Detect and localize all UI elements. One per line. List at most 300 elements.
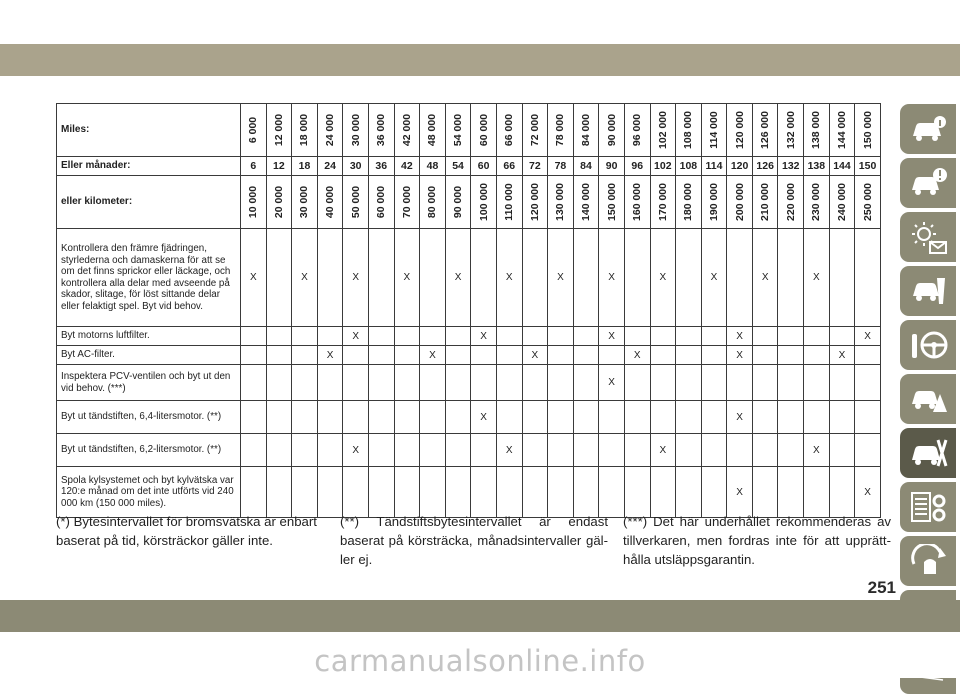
miles-header-cell bbox=[624, 104, 650, 157]
schedule-cell bbox=[317, 434, 343, 467]
footnote-brake-fluid: (*) Bytesintervallet för bromsvätska är enbart baserat på tid, körsträckor gäller inte. bbox=[56, 514, 317, 548]
km-header-cell bbox=[573, 176, 599, 229]
miles-header-cell-text: 132 000 bbox=[784, 111, 797, 149]
schedule-cell bbox=[394, 365, 420, 401]
km-header-cell-text: 200 000 bbox=[733, 183, 746, 221]
months-header-cell: 30 bbox=[343, 157, 369, 176]
miles-header-cell bbox=[420, 104, 446, 157]
schedule-cell bbox=[266, 401, 292, 434]
schedule-cell bbox=[829, 365, 855, 401]
schedule-cell bbox=[522, 327, 548, 346]
schedule-cell: X bbox=[701, 229, 727, 327]
schedule-cell bbox=[420, 327, 446, 346]
miles-header-cell-text: 108 000 bbox=[682, 111, 695, 149]
schedule-cell bbox=[368, 229, 394, 327]
miles-header-cell bbox=[650, 104, 676, 157]
schedule-cell bbox=[266, 346, 292, 365]
schedule-cell: X bbox=[727, 401, 753, 434]
car-wrench-icon bbox=[910, 436, 948, 470]
schedule-cell bbox=[727, 229, 753, 327]
miles-header-cell bbox=[778, 104, 804, 157]
miles-header-cell bbox=[522, 104, 548, 157]
months-header-cell: 24 bbox=[317, 157, 343, 176]
km-header-row bbox=[57, 176, 881, 229]
km-header-cell-text: 210 000 bbox=[759, 183, 772, 221]
schedule-cell bbox=[804, 346, 830, 365]
schedule-cell bbox=[368, 434, 394, 467]
schedule-cell bbox=[522, 365, 548, 401]
schedule-cell bbox=[676, 401, 702, 434]
schedule-cell: X bbox=[343, 327, 369, 346]
table-row bbox=[57, 467, 881, 518]
miles-header-cell bbox=[292, 104, 318, 157]
km-header-cell-text: 140 000 bbox=[580, 183, 593, 221]
miles-header-cell bbox=[701, 104, 727, 157]
schedule-cell bbox=[624, 467, 650, 518]
tab-car-alert[interactable] bbox=[900, 158, 956, 208]
schedule-cell: X bbox=[496, 434, 522, 467]
task-label: Byt motorns luftfilter. bbox=[57, 327, 241, 346]
settings-list-icon bbox=[910, 490, 948, 524]
schedule-cell bbox=[420, 467, 446, 518]
schedule-cell: X bbox=[343, 434, 369, 467]
schedule-cell bbox=[496, 467, 522, 518]
schedule-cell bbox=[241, 401, 267, 434]
schedule-cell bbox=[752, 346, 778, 365]
km-header-cell bbox=[420, 176, 446, 229]
schedule-cell bbox=[727, 365, 753, 401]
months-header-cell: 132 bbox=[778, 157, 804, 176]
months-header-cell: 150 bbox=[855, 157, 881, 176]
km-header-cell bbox=[778, 176, 804, 229]
schedule-cell bbox=[778, 327, 804, 346]
schedule-cell bbox=[778, 365, 804, 401]
months-header-cell: 66 bbox=[496, 157, 522, 176]
schedule-cell bbox=[420, 401, 446, 434]
miles-header-cell-text: 126 000 bbox=[759, 111, 772, 149]
task-label: Byt ut tändstiften, 6,4-litersmotor. (**) bbox=[57, 401, 241, 434]
km-header-cell-text: 110 000 bbox=[503, 183, 516, 221]
schedule-cell bbox=[292, 401, 318, 434]
months-header-cell: 108 bbox=[676, 157, 702, 176]
km-header-cell-text: 70 000 bbox=[400, 185, 413, 219]
schedule-cell bbox=[394, 467, 420, 518]
schedule-cell: X bbox=[471, 401, 497, 434]
schedule-cell bbox=[829, 229, 855, 327]
km-header-cell-text: 180 000 bbox=[682, 183, 695, 221]
schedule-cell bbox=[292, 434, 318, 467]
miles-header-cell-text: 84 000 bbox=[580, 113, 593, 147]
miles-header-cell-text: 42 000 bbox=[400, 113, 413, 147]
months-header-cell: 18 bbox=[292, 157, 318, 176]
miles-header-cell-text: 102 000 bbox=[656, 111, 669, 149]
schedule-cell bbox=[522, 401, 548, 434]
miles-header-cell-text: 24 000 bbox=[324, 113, 337, 147]
km-header-cell-text: 230 000 bbox=[810, 183, 823, 221]
schedule-cell bbox=[855, 434, 881, 467]
km-header-cell-text: 90 000 bbox=[452, 185, 465, 219]
bottom-footer-band bbox=[0, 600, 960, 632]
footnote-spark-plugs: (**) Tändstiftsbytesintervallet är endast baserat på körsträcka, månadsintervaller gäller ej. bbox=[340, 514, 608, 567]
miles-header-cell-text: 138 000 bbox=[810, 111, 823, 149]
schedule-cell bbox=[701, 346, 727, 365]
schedule-cell bbox=[343, 346, 369, 365]
schedule-cell bbox=[701, 365, 727, 401]
miles-header-cell bbox=[804, 104, 830, 157]
km-header-cell-text: 60 000 bbox=[375, 185, 388, 219]
schedule-cell bbox=[676, 346, 702, 365]
schedule-cell: X bbox=[727, 346, 753, 365]
schedule-cell bbox=[471, 467, 497, 518]
schedule-cell bbox=[241, 327, 267, 346]
km-header-cell bbox=[266, 176, 292, 229]
schedule-cell bbox=[496, 346, 522, 365]
schedule-cell bbox=[624, 229, 650, 327]
schedule-cell bbox=[624, 401, 650, 434]
miles-header-cell bbox=[241, 104, 267, 157]
miles-header-cell-text: 36 000 bbox=[375, 113, 388, 147]
schedule-cell bbox=[624, 434, 650, 467]
miles-header-cell bbox=[573, 104, 599, 157]
schedule-cell: X bbox=[394, 229, 420, 327]
km-header-cell bbox=[548, 176, 574, 229]
schedule-cell bbox=[445, 434, 471, 467]
schedule-cell bbox=[241, 467, 267, 518]
schedule-cell bbox=[496, 401, 522, 434]
km-header-cell bbox=[471, 176, 497, 229]
table-row bbox=[57, 346, 881, 365]
km-header-cell bbox=[804, 176, 830, 229]
miles-header-cell-text: 120 000 bbox=[733, 111, 746, 149]
schedule-cell bbox=[701, 401, 727, 434]
task-label: Spola kylsystemet och byt kylvätska var 120:e månad om det inte utförts vid 240 000 km (150 000 miles). bbox=[57, 467, 241, 518]
schedule-cell bbox=[752, 401, 778, 434]
schedule-cell bbox=[599, 346, 625, 365]
months-header-cell: 120 bbox=[727, 157, 753, 176]
schedule-cell bbox=[241, 434, 267, 467]
schedule-cell bbox=[573, 365, 599, 401]
schedule-cell bbox=[343, 467, 369, 518]
schedule-cell bbox=[829, 434, 855, 467]
schedule-cell bbox=[394, 327, 420, 346]
schedule-cell: X bbox=[650, 229, 676, 327]
schedule-cell bbox=[829, 467, 855, 518]
schedule-cell bbox=[266, 467, 292, 518]
schedule-cell bbox=[650, 346, 676, 365]
schedule-cell bbox=[292, 365, 318, 401]
schedule-cell bbox=[676, 434, 702, 467]
schedule-cell bbox=[752, 327, 778, 346]
schedule-cell bbox=[317, 365, 343, 401]
miles-header-cell bbox=[676, 104, 702, 157]
schedule-cell bbox=[624, 327, 650, 346]
task-label: Kontrollera den främre fjädringen, styrlederna och damaskerna för att se om det finns sprickor eller läckage, och kontrollera alla delar med avseende på skador, slitage, för löst sittande delar eller felaktigt spel. Byt vid behov. bbox=[57, 229, 241, 327]
km-header-cell bbox=[317, 176, 343, 229]
km-header-cell bbox=[368, 176, 394, 229]
schedule-cell bbox=[368, 365, 394, 401]
miles-header-cell-text: 72 000 bbox=[528, 113, 541, 147]
months-header-cell: 48 bbox=[420, 157, 446, 176]
miles-header-cell-text: 54 000 bbox=[452, 113, 465, 147]
miles-header-cell-text: 144 000 bbox=[835, 111, 848, 149]
warning-lights-icon bbox=[910, 220, 948, 254]
schedule-cell bbox=[343, 365, 369, 401]
miles-header-cell bbox=[266, 104, 292, 157]
schedule-cell bbox=[522, 434, 548, 467]
schedule-cell: X bbox=[855, 327, 881, 346]
miles-header-row bbox=[57, 104, 881, 157]
km-header-cell bbox=[676, 176, 702, 229]
schedule-cell bbox=[471, 365, 497, 401]
schedule-cell bbox=[573, 401, 599, 434]
schedule-cell bbox=[394, 434, 420, 467]
km-header-cell-text: 20 000 bbox=[272, 185, 285, 219]
schedule-cell bbox=[548, 346, 574, 365]
km-header-cell-text: 190 000 bbox=[707, 183, 720, 221]
car-alert-icon bbox=[910, 166, 948, 200]
schedule-cell bbox=[573, 346, 599, 365]
schedule-cell bbox=[855, 229, 881, 327]
page-number: 251 bbox=[867, 578, 896, 597]
months-header-cell: 36 bbox=[368, 157, 394, 176]
schedule-cell bbox=[292, 467, 318, 518]
schedule-cell: X bbox=[343, 229, 369, 327]
schedule-cell: X bbox=[420, 346, 446, 365]
schedule-cell bbox=[292, 327, 318, 346]
schedule-cell bbox=[804, 467, 830, 518]
schedule-cell bbox=[599, 434, 625, 467]
months-header-cell: 42 bbox=[394, 157, 420, 176]
schedule-cell bbox=[548, 401, 574, 434]
months-header-cell: 144 bbox=[829, 157, 855, 176]
schedule-cell: X bbox=[599, 327, 625, 346]
km-header-cell bbox=[701, 176, 727, 229]
months-header-cell: 114 bbox=[701, 157, 727, 176]
schedule-cell bbox=[752, 434, 778, 467]
km-header-cell bbox=[727, 176, 753, 229]
schedule-cell: X bbox=[855, 467, 881, 518]
schedule-cell: X bbox=[752, 229, 778, 327]
months-label: Eller månader: bbox=[57, 157, 241, 176]
table-row bbox=[57, 401, 881, 434]
km-header-cell bbox=[292, 176, 318, 229]
schedule-cell: X bbox=[445, 229, 471, 327]
schedule-cell bbox=[445, 467, 471, 518]
schedule-cell bbox=[752, 365, 778, 401]
km-header-cell bbox=[445, 176, 471, 229]
schedule-cell bbox=[727, 434, 753, 467]
months-header-cell: 12 bbox=[266, 157, 292, 176]
schedule-cell: X bbox=[727, 327, 753, 346]
table-row bbox=[57, 229, 881, 327]
schedule-cell bbox=[573, 434, 599, 467]
schedule-cell bbox=[573, 229, 599, 327]
km-label: eller kilometer: bbox=[57, 176, 241, 229]
schedule-cell bbox=[804, 401, 830, 434]
miles-header-cell bbox=[548, 104, 574, 157]
months-header-cell: 6 bbox=[241, 157, 267, 176]
schedule-cell bbox=[548, 365, 574, 401]
tab-warning-lights[interactable] bbox=[900, 212, 956, 262]
km-header-cell-text: 170 000 bbox=[656, 183, 669, 221]
schedule-cell bbox=[650, 327, 676, 346]
km-header-cell-text: 40 000 bbox=[324, 185, 337, 219]
months-header-cell: 72 bbox=[522, 157, 548, 176]
schedule-cell: X bbox=[522, 346, 548, 365]
schedule-cell: X bbox=[650, 434, 676, 467]
tab-car-info[interactable] bbox=[900, 104, 956, 154]
schedule-cell bbox=[241, 365, 267, 401]
miles-header-cell-text: 60 000 bbox=[477, 113, 490, 147]
schedule-cell bbox=[573, 327, 599, 346]
tab-maintenance[interactable] bbox=[900, 428, 956, 478]
miles-header-cell-text: 90 000 bbox=[605, 113, 618, 147]
schedule-cell bbox=[599, 467, 625, 518]
table-row bbox=[57, 434, 881, 467]
miles-header-cell-text: 114 000 bbox=[707, 111, 720, 149]
schedule-cell bbox=[317, 229, 343, 327]
tab-car-warning[interactable] bbox=[900, 374, 956, 424]
schedule-cell bbox=[394, 346, 420, 365]
schedule-cell bbox=[650, 401, 676, 434]
schedule-cell bbox=[266, 229, 292, 327]
miles-header-cell bbox=[471, 104, 497, 157]
schedule-cell bbox=[548, 327, 574, 346]
km-header-cell bbox=[241, 176, 267, 229]
tab-navigation[interactable] bbox=[900, 536, 956, 586]
schedule-cell bbox=[266, 365, 292, 401]
tab-settings[interactable] bbox=[900, 482, 956, 532]
schedule-cell: X bbox=[241, 229, 267, 327]
km-header-cell bbox=[522, 176, 548, 229]
schedule-cell bbox=[496, 365, 522, 401]
schedule-cell bbox=[778, 467, 804, 518]
footnote-pcv: (***) Det här underhållet rekommenderas av tillverkaren, men fordras inte för att upprätthålla utsläppsgarantin. bbox=[623, 514, 891, 567]
watermark-text: carmanualsonline.info bbox=[314, 644, 646, 678]
schedule-cell: X bbox=[804, 229, 830, 327]
schedule-cell bbox=[573, 467, 599, 518]
schedule-cell bbox=[624, 365, 650, 401]
miles-header-cell bbox=[317, 104, 343, 157]
navigation-icon bbox=[910, 544, 948, 578]
months-header-cell: 126 bbox=[752, 157, 778, 176]
miles-header-cell-text: 18 000 bbox=[298, 113, 311, 147]
schedule-cell: X bbox=[496, 229, 522, 327]
schedule-cell bbox=[676, 229, 702, 327]
schedule-cell: X bbox=[471, 327, 497, 346]
schedule-cell: X bbox=[599, 229, 625, 327]
tab-steering[interactable] bbox=[900, 320, 956, 370]
km-header-cell bbox=[650, 176, 676, 229]
schedule-cell bbox=[241, 346, 267, 365]
km-header-cell-text: 250 000 bbox=[861, 183, 874, 221]
schedule-cell bbox=[420, 365, 446, 401]
schedule-cell bbox=[394, 401, 420, 434]
schedule-cell bbox=[471, 346, 497, 365]
tab-emergency[interactable] bbox=[900, 266, 956, 316]
schedule-cell bbox=[496, 327, 522, 346]
schedule-cell bbox=[368, 467, 394, 518]
miles-header-cell-text: 6 000 bbox=[247, 116, 260, 144]
km-header-cell-text: 10 000 bbox=[247, 185, 260, 219]
schedule-cell bbox=[599, 401, 625, 434]
months-header-cell: 60 bbox=[471, 157, 497, 176]
schedule-cell bbox=[368, 401, 394, 434]
schedule-cell: X bbox=[599, 365, 625, 401]
schedule-cell bbox=[829, 401, 855, 434]
km-header-cell-text: 50 000 bbox=[349, 185, 362, 219]
months-header-cell: 102 bbox=[650, 157, 676, 176]
km-header-cell bbox=[752, 176, 778, 229]
schedule-cell: X bbox=[624, 346, 650, 365]
schedule-cell bbox=[471, 434, 497, 467]
months-header-cell: 90 bbox=[599, 157, 625, 176]
schedule-cell bbox=[804, 327, 830, 346]
km-header-cell bbox=[855, 176, 881, 229]
km-header-cell bbox=[829, 176, 855, 229]
miles-header-cell-text: 12 000 bbox=[272, 113, 285, 147]
table-row bbox=[57, 327, 881, 346]
schedule-cell bbox=[855, 346, 881, 365]
miles-header-cell bbox=[829, 104, 855, 157]
miles-header-cell bbox=[394, 104, 420, 157]
miles-header-cell-text: 78 000 bbox=[554, 113, 567, 147]
months-header-cell: 78 bbox=[548, 157, 574, 176]
km-header-cell-text: 130 000 bbox=[554, 183, 567, 221]
car-info-icon bbox=[910, 112, 948, 146]
schedule-cell bbox=[317, 401, 343, 434]
schedule-cell bbox=[368, 327, 394, 346]
schedule-cell bbox=[317, 327, 343, 346]
schedule-cell bbox=[548, 434, 574, 467]
schedule-cell bbox=[343, 401, 369, 434]
schedule-cell bbox=[292, 346, 318, 365]
km-header-cell bbox=[343, 176, 369, 229]
schedule-cell bbox=[522, 229, 548, 327]
miles-header-cell bbox=[368, 104, 394, 157]
schedule-cell bbox=[650, 467, 676, 518]
km-header-cell-text: 100 000 bbox=[477, 183, 490, 221]
km-header-cell-text: 120 000 bbox=[528, 183, 541, 221]
table-row bbox=[57, 365, 881, 401]
task-label: Inspektera PCV-ventilen och byt ut den vid behov. (***) bbox=[57, 365, 241, 401]
months-header-cell: 138 bbox=[804, 157, 830, 176]
km-header-cell-text: 220 000 bbox=[784, 183, 797, 221]
emergency-icon bbox=[910, 274, 948, 308]
schedule-cell bbox=[855, 401, 881, 434]
miles-header-cell bbox=[599, 104, 625, 157]
miles-header-cell bbox=[496, 104, 522, 157]
top-header-band bbox=[0, 44, 960, 76]
schedule-cell bbox=[676, 467, 702, 518]
schedule-cell bbox=[420, 229, 446, 327]
schedule-cell bbox=[522, 467, 548, 518]
schedule-cell bbox=[778, 346, 804, 365]
maintenance-schedule-table bbox=[56, 103, 881, 518]
km-header-cell-text: 30 000 bbox=[298, 185, 311, 219]
schedule-cell bbox=[778, 434, 804, 467]
schedule-cell bbox=[676, 327, 702, 346]
miles-header-cell bbox=[752, 104, 778, 157]
miles-header-cell-text: 96 000 bbox=[631, 113, 644, 147]
schedule-cell bbox=[701, 434, 727, 467]
schedule-cell bbox=[778, 401, 804, 434]
schedule-cell: X bbox=[317, 346, 343, 365]
schedule-cell bbox=[778, 229, 804, 327]
schedule-cell bbox=[701, 327, 727, 346]
schedule-cell bbox=[445, 401, 471, 434]
car-warning-icon bbox=[910, 382, 948, 416]
